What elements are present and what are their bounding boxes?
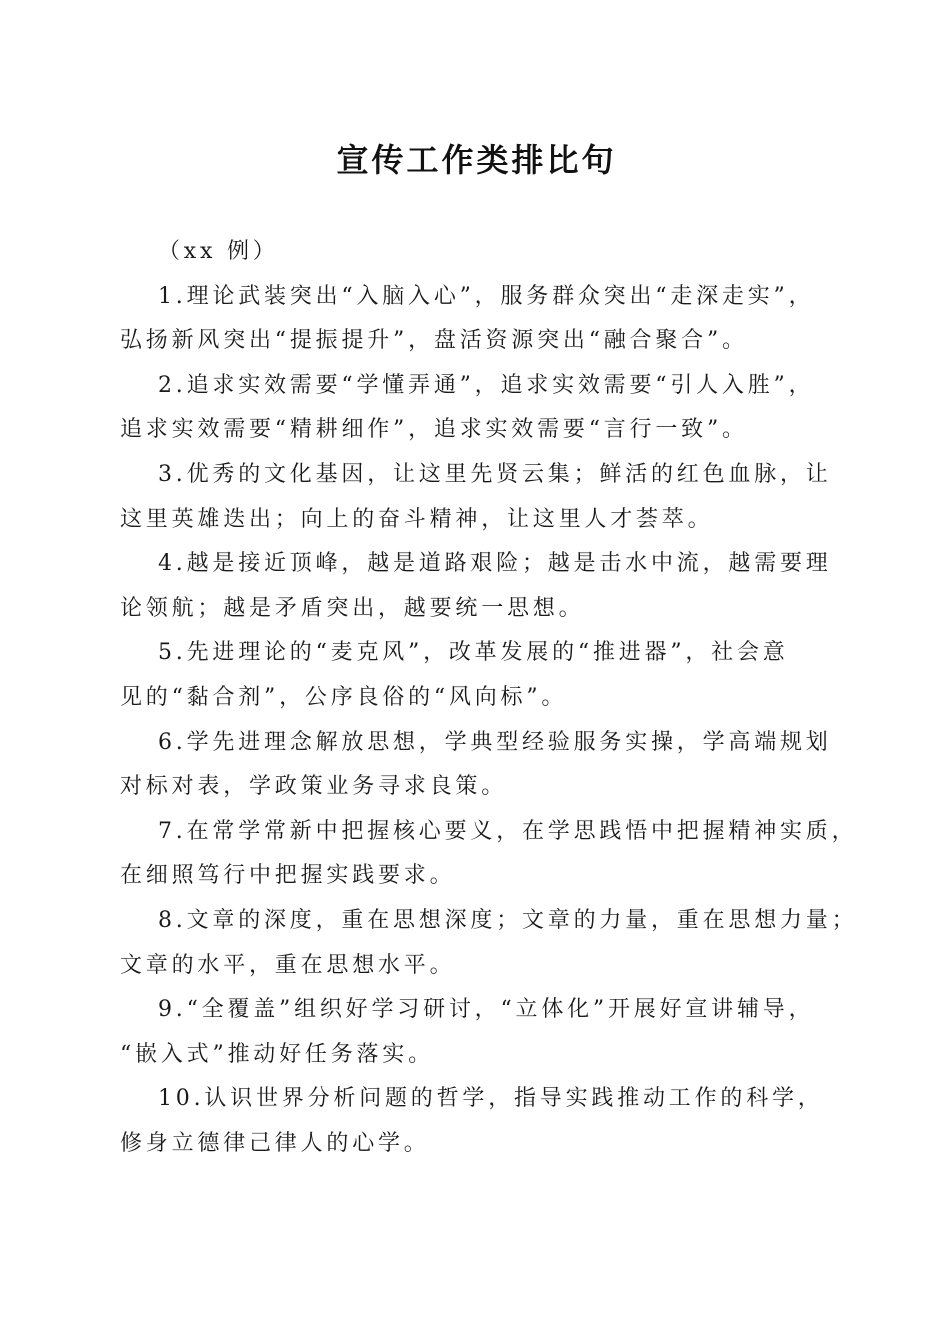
paragraph-line: 10.认识世界分析问题的哲学，指导实践推动工作的科学， <box>158 1086 824 1112</box>
paragraph-9 <box>120 988 880 1077</box>
paragraph-5 <box>120 631 880 720</box>
paragraph-2 <box>120 364 880 453</box>
paragraph-line: 5.先进理论的“麦克风”，改革发展的“推进器”，社会意 <box>158 640 789 666</box>
paragraph-line: 修身立德律己律人的心学。 <box>120 1130 430 1156</box>
paragraph-line: 7.在常学常新中把握核心要义，在学思践悟中把握精神实质， <box>158 818 858 844</box>
paragraph-7 <box>120 810 880 899</box>
paragraph-line: 这里英雄迭出；向上的奋斗精神，让这里人才荟萃。 <box>120 506 714 532</box>
paragraph-line: 4.越是接近顶峰，越是道路艰险；越是击水中流，越需要理 <box>158 551 832 577</box>
paragraph-line: 1.理论武装突出“入脑入心”，服务群众突出“走深走实”， <box>158 283 815 309</box>
paragraph-line: 在细照笃行中把握实践要求。 <box>120 863 456 889</box>
paragraph-line: 6.学先进理念解放思想，学典型经验服务实操，学高端规划 <box>158 729 832 755</box>
paragraph-line: “嵌入式”推动好任务落实。 <box>120 1041 434 1067</box>
paragraph-10 <box>120 1077 880 1166</box>
paragraph-line: 见的“黏合剂”，公序良俗的“风向标”。 <box>120 684 568 710</box>
paragraph-line: 追求实效需要“精耕细作”，追求实效需要“言行一致”。 <box>120 417 748 443</box>
paragraph-line: 弘扬新风突出“提振提升”，盘活资源突出“融合聚合”。 <box>120 328 748 354</box>
page-title: 宣传工作类排比句 <box>336 141 617 179</box>
paragraph-line: 2.追求实效需要“学懂弄通”，追求实效需要“引人入胜”， <box>158 372 815 398</box>
intro-note: （xx 例） <box>158 239 279 264</box>
paragraph-4 <box>120 542 880 631</box>
paragraph-line: 文章的水平，重在思想水平。 <box>120 952 456 978</box>
paragraph-line: 论领航；越是矛盾突出，越要统一思想。 <box>120 595 585 621</box>
paragraph-6 <box>120 721 880 810</box>
paragraph-line: 3.优秀的文化基因，让这里先贤云集；鲜活的红色血脉，让 <box>158 461 832 487</box>
paragraph-line: 对标对表，学政策业务寻求良策。 <box>120 774 508 800</box>
paragraph-1 <box>120 275 880 364</box>
paragraph-line: 8.文章的深度，重在思想深度；文章的力量，重在思想力量； <box>158 907 858 933</box>
paragraph-line: 9.“全覆盖”组织好学习研讨，“立体化”开展好宣讲辅导， <box>158 997 815 1023</box>
paragraph-3 <box>120 453 880 542</box>
document-body <box>120 230 880 1166</box>
paragraph-8 <box>120 899 880 988</box>
